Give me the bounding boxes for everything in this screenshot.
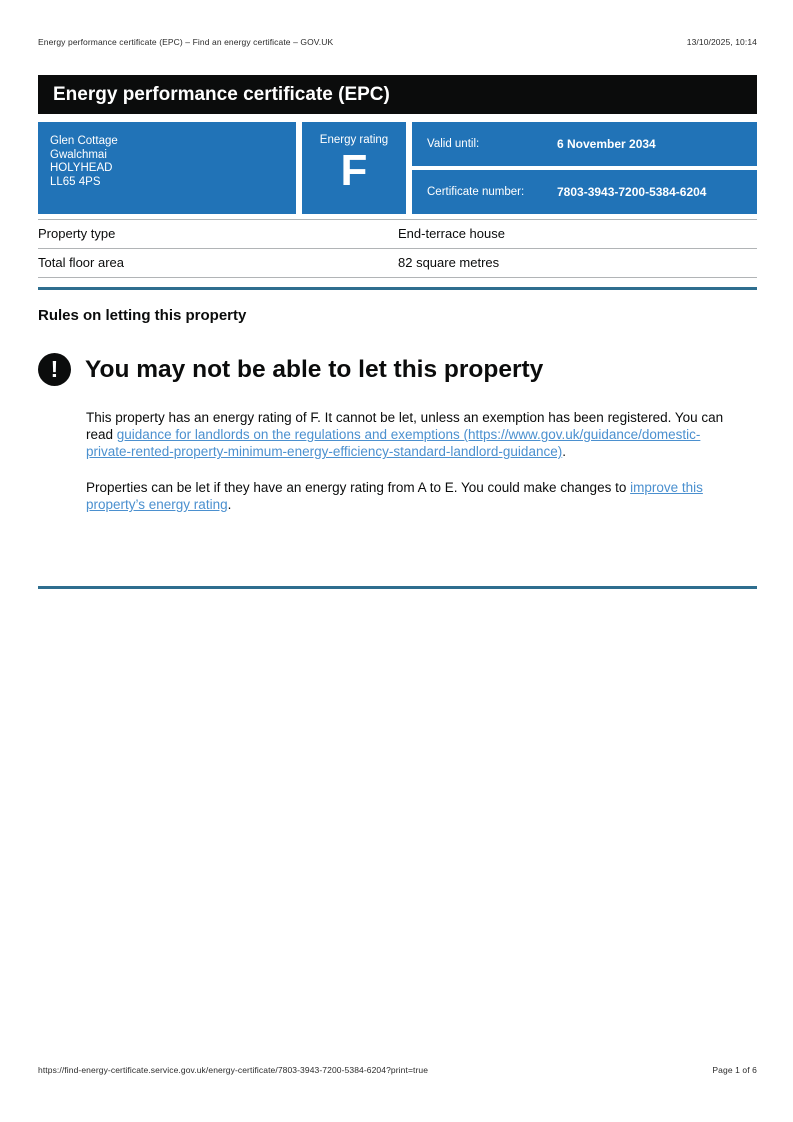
section-divider-top <box>38 287 757 290</box>
paragraph-improve-rating <box>86 479 738 513</box>
print-header <box>0 0 793 47</box>
paragraph-text: . <box>227 497 232 512</box>
address-line: Gwalchmai <box>50 148 107 161</box>
property-type-value: End-terrace house <box>398 226 505 241</box>
paragraph-text: This property has an energy rating of F. It cannot be let, unless an exemption has been registered. You can read <box>86 410 724 442</box>
section-heading: Rules on letting this property <box>38 307 247 324</box>
table-row <box>38 248 757 277</box>
warning-exclamation-icon <box>38 353 71 386</box>
valid-until-label: Valid until: <box>427 138 480 150</box>
warning-heading: You may not be able to let this property <box>85 356 544 383</box>
floor-area-label: Total floor area <box>38 255 124 270</box>
warning-header <box>38 353 757 386</box>
certificate-banner-title: Energy performance certificate (EPC) <box>53 84 390 105</box>
address-line: LL65 4PS <box>50 175 101 188</box>
landlord-guidance-link[interactable]: guidance for landlords on the regulations and exemptions (https://www.gov.uk/guidance/domestic-private-rented-property-minimum-energy-efficiency-standard-landlord-guidance) <box>86 427 701 459</box>
paragraph-letting-exemption <box>86 409 738 460</box>
certificate-number-box <box>412 170 757 214</box>
valid-until-value: 6 November 2034 <box>557 137 656 151</box>
valid-until-box <box>412 122 757 166</box>
print-footer-page-number: Page 1 of 6 <box>712 1065 757 1075</box>
energy-rating-value: F <box>340 146 368 195</box>
warning-icon-glyph: ! <box>50 356 59 382</box>
table-row <box>38 219 757 248</box>
improve-rating-link[interactable]: improve this property’s energy rating <box>86 480 703 512</box>
address-box <box>38 122 296 214</box>
certificate-banner <box>38 75 757 114</box>
print-header-title: Energy performance certificate (EPC) – Find an energy certificate – GOV.UK <box>38 37 334 47</box>
certificate-summary <box>38 122 757 214</box>
property-type-label: Property type <box>38 226 116 241</box>
energy-rating-box <box>302 122 406 214</box>
property-details-table <box>38 219 757 278</box>
address-line: HOLYHEAD <box>50 162 113 174</box>
certificate-number-value: 7803-3943-7200-5384-6204 <box>557 185 707 199</box>
paragraph-text: . <box>562 444 566 459</box>
address-line: Glen Cottage <box>50 135 118 147</box>
energy-rating-label: Energy rating <box>319 134 389 146</box>
print-header-datetime: 13/10/2025, 10:14 <box>686 37 757 47</box>
print-footer-url: https://find-energy-certificate.service.gov.uk/energy-certificate/7803-3943-7200-5384-6204?print=true <box>38 1065 429 1075</box>
print-footer <box>38 1065 757 1075</box>
floor-area-value: 82 square metres <box>398 255 500 270</box>
certificate-number-label: Certificate number: <box>427 186 525 198</box>
validity-column <box>412 122 757 214</box>
section-divider-bottom <box>38 586 757 589</box>
paragraph-text: Properties can be let if they have an energy rating from A to E. You could make changes to <box>86 480 631 495</box>
